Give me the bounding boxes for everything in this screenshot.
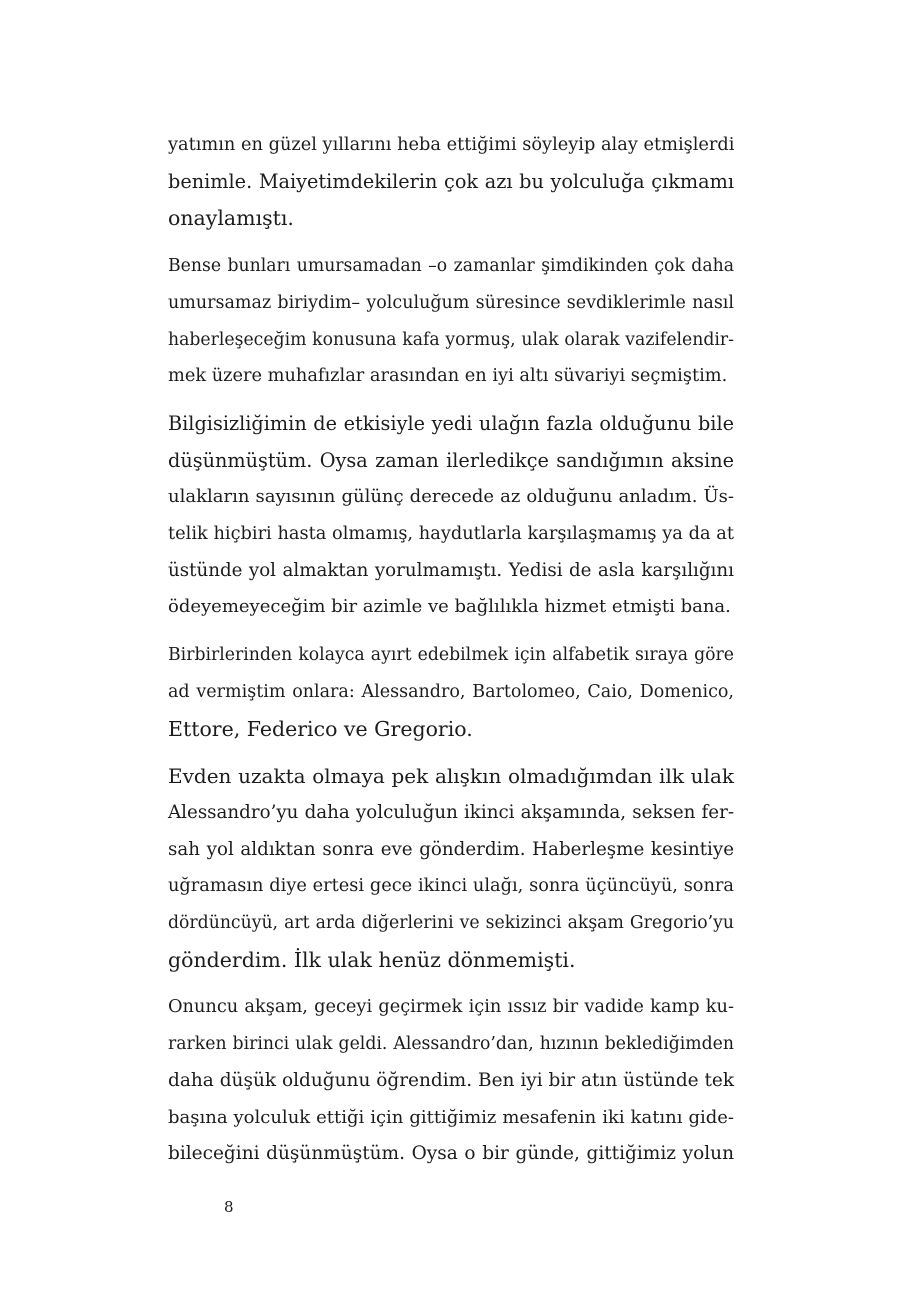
text-line: haberleşeceğim konusuna kafa yormuş, ulak olarak vazifelendir- (168, 329, 734, 350)
text-line: telik hiçbiri hasta olmamış, haydutlarla karşılaşmamış ya da at (168, 524, 734, 545)
text-line: umursamaz biriydim– yolculuğum süresince sevdiklerimle nasıl (168, 292, 734, 313)
body-text (168, 127, 734, 1184)
text-line: ulakların sayısının gülünç derecede az olduğunu anladım. Üs- (168, 486, 734, 508)
text-line: Ettore, Federico ve Gregorio. (168, 716, 473, 741)
text-line: ödeyemeyeceğim bir azimle ve bağlılıkla hizmet etmişti bana. (168, 596, 731, 618)
text-line: Alessandro’yu daha yolculuğun ikinci akşamında, seksen fer- (168, 801, 734, 823)
text-line: onaylamıştı. (168, 206, 294, 231)
text-line: sah yol aldıktan sonra eve gönderdim. Haberleşme kesintiye (168, 838, 734, 860)
text-line: Bilgisizliğimin de etkisiyle yedi ulağın fazla olduğunu bile (168, 411, 734, 435)
text-line: düşünmüştüm. Oysa zaman ilerledikçe sandığımın aksine (168, 448, 734, 472)
text-line: gönderdim. İlk ulak henüz dönmemişti. (168, 947, 576, 972)
paragraph (168, 758, 734, 978)
text-line: daha düşük olduğunu öğrendim. Ben iyi bir atın üstünde tek (168, 1069, 735, 1091)
text-line: uğramasın diye ertesi gece ikinci ulağı, sonra üçüncüyü, sonra (168, 876, 734, 897)
paragraph (168, 127, 734, 237)
text-line: Onuncu akşam, geceyi geçirmek için ıssız bir vadide kamp ku- (168, 997, 734, 1018)
text-line: yatımın en güzel yıllarını heba ettiğimi söyleyip alay etmişlerdi (168, 135, 735, 155)
text-line: mek üzere muhafızlar arasından en iyi altı süvariyi seçmiştim. (168, 366, 728, 387)
paragraph (168, 989, 734, 1173)
text-line: ad vermiştim onlara: Alessandro, Bartolomeo, Caio, Domenico, (168, 681, 734, 702)
paragraph (168, 637, 734, 747)
page-number: 8 (224, 1198, 234, 1216)
text-line: benimle. Maiyetimdekilerin çok azı bu yolculuğa çıkmamı (168, 169, 734, 193)
text-line: başına yolculuk ettiği için gittiğimiz mesafenin iki katını gide- (168, 1106, 734, 1128)
text-line: üstünde yol almaktan yorulmamıştı. Yedisi de asla karşılığını (168, 559, 734, 581)
text-line: Birbirlerinden kolayca ayırt edebilmek için alfabetik sıraya göre (168, 645, 734, 666)
text-line: Evden uzakta olmaya pek alışkın olmadığımdan ilk ulak (168, 764, 734, 789)
text-line: rarken birinci ulak geldi. Alessandro’dan, hızının beklediğimden (168, 1034, 734, 1055)
text-line: dördüncüyü, art arda diğerlerini ve sekizinci akşam Gregorio’yu (168, 913, 734, 934)
paragraph (168, 248, 734, 395)
paragraph (168, 406, 734, 626)
text-line: bileceğini düşünmüştüm. Oysa o bir günde, gittiğimiz yolun (168, 1143, 734, 1165)
text-line: Bense bunları umursamadan –o zamanlar şimdikinden çok daha (168, 256, 734, 277)
